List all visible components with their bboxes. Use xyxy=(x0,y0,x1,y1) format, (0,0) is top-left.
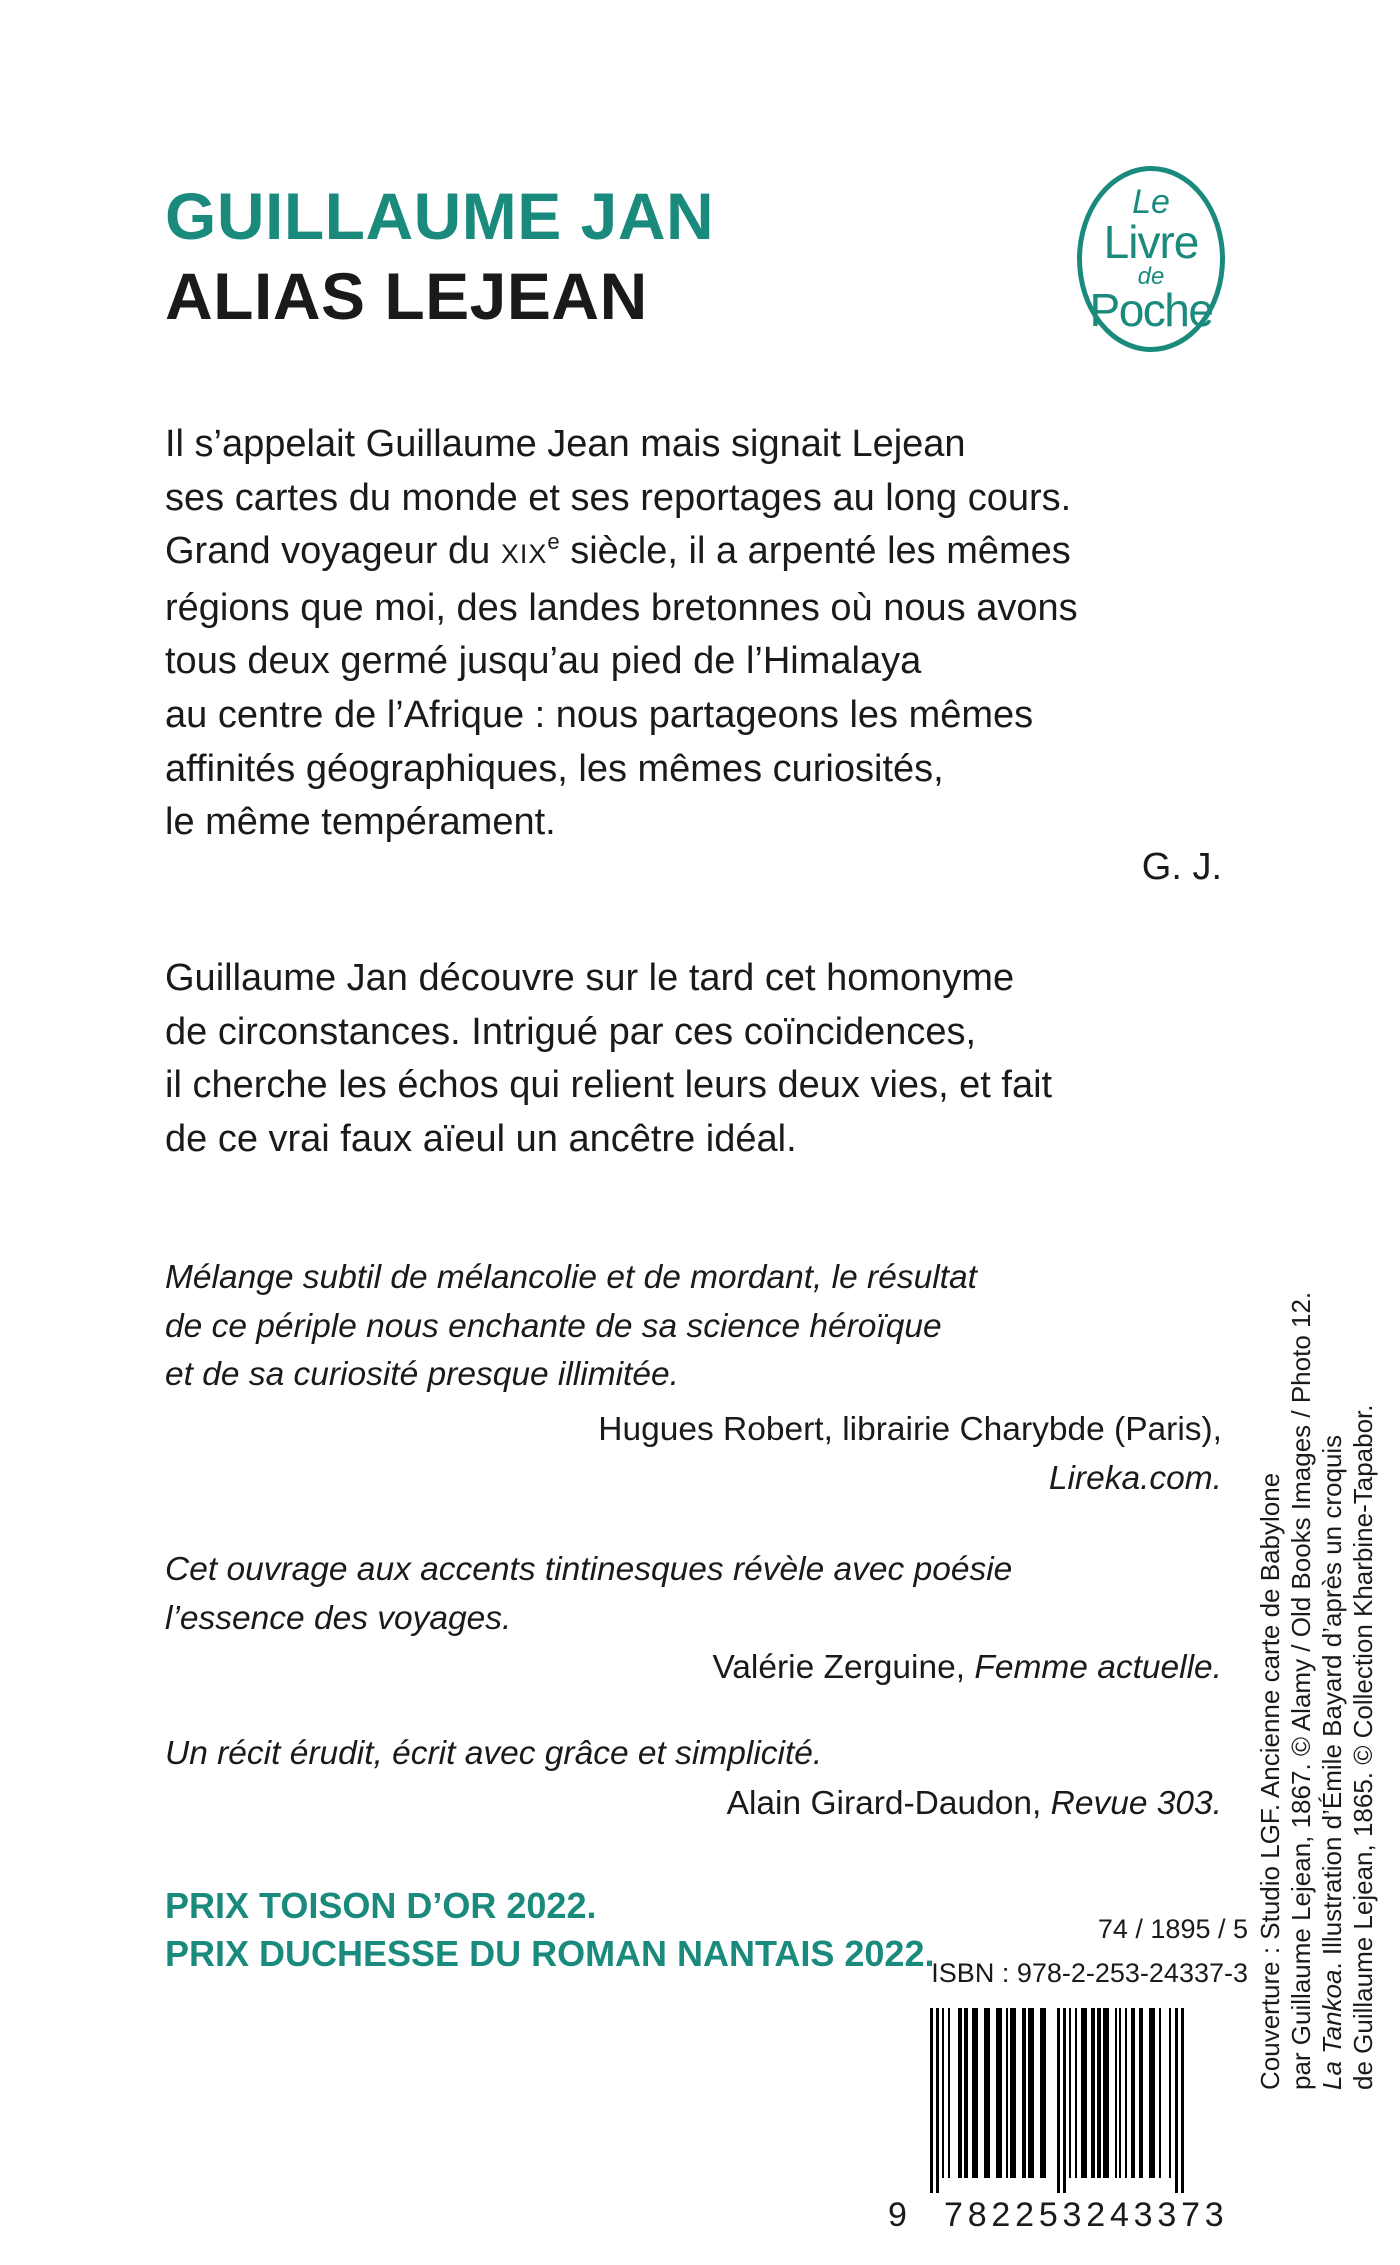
barcode-bar xyxy=(1131,2008,1135,2178)
barcode-bar xyxy=(964,2008,968,2178)
barcode-bar xyxy=(1169,2008,1171,2178)
barcode-bar xyxy=(1069,2008,1071,2178)
blurb-line: le même tempérament. xyxy=(165,801,556,844)
barcode-bar xyxy=(1006,2008,1008,2178)
credits-line: de Guillaume Lejean, 1865. © Collection Kharbine-Tapabor. xyxy=(1348,1404,1378,2090)
barcode-bar xyxy=(1115,2008,1117,2178)
barcode-bar xyxy=(1063,2008,1066,2193)
quote-line: l’essence des voyages. xyxy=(165,1599,512,1637)
logo-line-de: de xyxy=(1137,263,1165,290)
author-name: GUILLAUME JAN xyxy=(165,179,715,253)
cover-credits xyxy=(1255,1291,1400,2090)
century-numeral: XIX xyxy=(500,539,548,570)
credits-text: . Illustration d’Émile Bayard d’après un croquis xyxy=(1317,1434,1347,1970)
barcode-bar xyxy=(984,2008,990,2178)
barcode-bar xyxy=(936,2008,939,2193)
barcode-bar xyxy=(972,2008,978,2178)
attribution-name: Hugues Robert, librairie Charybde (Paris), xyxy=(598,1411,1222,1448)
barcode-bar xyxy=(996,2008,1002,2178)
blurb-text: Grand voyageur du xyxy=(165,530,501,573)
logo-line-poche: Poche xyxy=(1089,284,1213,336)
blurb-line: tous deux germé jusqu’au pied de l’Himalaya xyxy=(165,640,922,683)
attribution-name: Alain Girard-Daudon, xyxy=(726,1785,1051,1822)
barcode-bar xyxy=(1075,2008,1077,2178)
barcode-bar xyxy=(1028,2008,1034,2178)
barcode-bar xyxy=(942,2008,944,2178)
prize-award: PRIX DUCHESSE DU ROMAN NANTAIS 2022. xyxy=(165,1933,935,1974)
logo-line-livre: Livre xyxy=(1103,216,1199,268)
publisher-logo xyxy=(1077,166,1225,352)
quote-line: et de sa curiosité presque illimitée. xyxy=(165,1356,679,1393)
credits-line: Couverture : Studio LGF. Ancienne carte de Babylone xyxy=(1255,1472,1285,2090)
summary-line: Guillaume Jan découvre sur le tard cet homonyme xyxy=(165,957,1015,999)
barcode-bar xyxy=(1091,2008,1095,2178)
quote-attribution xyxy=(712,1644,1222,1693)
century-superscript: e xyxy=(547,529,560,555)
barcode-bar xyxy=(1181,2008,1184,2193)
barcode-digits xyxy=(888,2196,1248,2234)
blurb-line: Il s’appelait Guillaume Jean mais signait Lejean xyxy=(165,423,966,465)
barcode-first-digit: 9 xyxy=(888,2196,907,2234)
press-quote xyxy=(165,1730,1235,1779)
book-title: ALIAS LEJEAN xyxy=(165,259,648,333)
barcode-bar xyxy=(1040,2008,1046,2178)
blurb-text: siècle, il a arpenté les mêmes xyxy=(559,530,1071,573)
barcode-bar xyxy=(1022,2008,1026,2178)
barcode-bar xyxy=(958,2008,962,2178)
barcode-bar xyxy=(1159,2008,1161,2178)
attribution-source: Femme actuelle. xyxy=(974,1649,1222,1686)
barcode-bar xyxy=(1097,2008,1101,2178)
barcode-bar xyxy=(1175,2008,1178,2193)
isbn-number: ISBN : 978-2-253-24337-3 xyxy=(931,1958,1248,1988)
press-quote xyxy=(165,1254,1235,1400)
barcode-bar xyxy=(948,2008,950,2178)
author-blurb xyxy=(165,418,1235,850)
product-code: 74 / 1895 / 5 xyxy=(1097,1914,1248,1944)
barcode-bar xyxy=(1125,2008,1127,2178)
quote-line: Mélange subtil de mélancolie et de mordant, le résultat xyxy=(165,1259,977,1296)
attribution-source: Revue 303. xyxy=(1050,1785,1222,1822)
blurb-line: régions que moi, des landes bretonnes où nous avons xyxy=(165,586,1078,629)
blurb-line xyxy=(165,525,1235,582)
signature-initials: G. J. xyxy=(1141,846,1222,888)
quote-line: Cet ouvrage aux accents tintinesques révèle avec poésie xyxy=(165,1551,1013,1588)
barcode-bar xyxy=(1081,2008,1087,2178)
barcode-bar xyxy=(1149,2008,1155,2178)
barcode-digit-group: 782253243373 xyxy=(944,2196,1229,2234)
quote-attribution xyxy=(598,1406,1222,1503)
quote-line: de ce périple nous enchante de sa science héroïque xyxy=(165,1307,942,1345)
logo-line-le: Le xyxy=(1132,183,1170,221)
barcode-bar xyxy=(1103,2008,1109,2178)
barcode-bar xyxy=(1119,2008,1121,2178)
book-summary xyxy=(165,952,1235,1166)
credits-line: par Guillaume Lejean, 1867. © Alamy / Old Books Images / Photo 12. xyxy=(1286,1291,1316,2090)
attribution-name: Valérie Zerguine, xyxy=(712,1649,975,1686)
prize-award: PRIX TOISON D’OR 2022. xyxy=(165,1885,597,1926)
attribution-source: Lireka.com. xyxy=(1048,1459,1222,1497)
barcode-bar xyxy=(1010,2008,1016,2178)
barcode-bar xyxy=(1139,2008,1143,2178)
credits-italic-title: La Tankoa xyxy=(1317,1969,1347,2090)
summary-line: de ce vrai faux aïeul un ancêtre idéal. xyxy=(165,1117,797,1160)
barcode-bar xyxy=(930,2008,933,2193)
press-quote xyxy=(165,1546,1235,1643)
barcode-bar xyxy=(1057,2008,1060,2193)
quote-attribution xyxy=(727,1780,1222,1829)
summary-line: il cherche les échos qui relient leurs deux vies, et fait xyxy=(165,1064,1053,1107)
blurb-line: au centre de l’Afrique : nous partageons les mêmes xyxy=(165,693,1034,736)
summary-line: de circonstances. Intrigué par ces coïncidences, xyxy=(165,1010,977,1053)
quote-line: Un récit érudit, écrit avec grâce et simplicité. xyxy=(165,1735,823,1772)
credits-line xyxy=(1317,1310,1348,2090)
blurb-line: ses cartes du monde et ses reportages au long cours. xyxy=(165,476,1072,519)
barcode-image xyxy=(930,2008,1248,2193)
blurb-line: affinités géographiques, les mêmes curiosités, xyxy=(165,747,944,790)
